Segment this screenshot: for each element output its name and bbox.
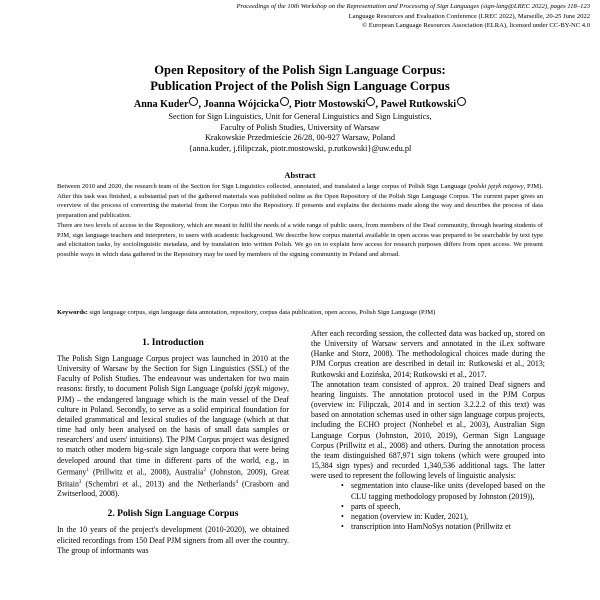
author-emails: {anna.kuder, j.filipczak, piotr.mostowski, p.rutkowski}@uw.edu.pl bbox=[188, 144, 412, 154]
keywords-text: sign language corpus, sign language data annotation, repository, corpus data publication, open access, Polish Sign Language (PJM) bbox=[87, 309, 436, 316]
footnote-marker[interactable]: 1 bbox=[86, 467, 89, 473]
header-line-3: © European Language Resources Association (ELRA), licensed under CC-BY-NC 4.0 bbox=[362, 22, 590, 29]
footnote-marker[interactable]: 4 bbox=[235, 479, 238, 485]
keywords bbox=[57, 308, 543, 318]
right-column bbox=[311, 329, 545, 532]
author-name: Piotr Mostowski bbox=[294, 99, 366, 110]
section-2-heading: 2. Polish Sign Language Corpus bbox=[107, 508, 239, 520]
body-text: The Polish Sign Language Corpus project was launched in 2010 at the University of Warsaw by the Section for Sign Linguistics (SSL) of the Faculty of Polish Studies. The endeavour was undertaken for two main reasons: firstly, to document Polish Sign Language ( bbox=[57, 354, 289, 394]
abstract-body bbox=[57, 182, 543, 260]
proceedings-header bbox=[120, 2, 590, 31]
orcid-icon[interactable] bbox=[366, 97, 375, 106]
list-item: • segmentation into clause-like units (developed based on the CLU tagging methodology proposed by Johnston (2019)), bbox=[351, 481, 545, 501]
abstract-italic-term: polski język migowy bbox=[470, 183, 524, 190]
keywords-label: Keywords: bbox=[57, 309, 88, 316]
body-text: (Prillwitz et al., 2008), Australia bbox=[88, 467, 204, 477]
footnote-marker[interactable]: 3 bbox=[78, 479, 82, 485]
abstract-heading: Abstract bbox=[284, 171, 316, 180]
body-text: (Crasborn and Zwitserlood, 2008). bbox=[57, 479, 289, 499]
title-line-1: Open Repository of the Polish Sign Language Corpus: bbox=[154, 63, 446, 77]
author-name: Joanna Wójcicka bbox=[203, 99, 279, 110]
affiliation bbox=[0, 112, 600, 155]
header-line-2: Language Resources and Evaluation Conference (LREC 2022), Marseille, 20-25 June 2022 bbox=[348, 12, 590, 20]
affiliation-line: Krakowskie Przedmieście 26/28, 00-927 Warsaw, Poland bbox=[204, 133, 396, 143]
body-text: (Schembri et al., 2013) and the Netherlands bbox=[81, 479, 236, 489]
paper-title bbox=[0, 62, 600, 94]
orcid-icon[interactable] bbox=[189, 97, 198, 106]
title-line-2: Publication Project of the Polish Sign Language Corpus bbox=[150, 79, 450, 93]
recording-paragraph: After each recording session, the collected data was backed up, stored on the University of Warsaw servers and annotated in the iLex software (Hanke and Storz, 2008). The methodological choices made during the PJM Corpus creation are described in detail in: Rutkowski et al., 2013; Rutkowski and Łozińska, 2014; Rutkowski et al., 2017. bbox=[311, 329, 545, 379]
abstract-paragraph-1 bbox=[57, 182, 543, 221]
list-item: • parts of speech, bbox=[351, 502, 545, 512]
author-name: Anna Kuder bbox=[133, 99, 189, 110]
footnote-marker[interactable]: 2 bbox=[203, 467, 207, 473]
introduction-heading: 1. Introduction bbox=[142, 337, 204, 348]
list-item: • negation (overview in: Kuder, 2021), bbox=[351, 512, 545, 522]
body-text: , PJM) – the endangered language which is the main vessel of the Deaf culture in Poland. Secondly, to serve as a solid empirical foundation for detailed grammatical and lexical studies of the language (which at that time had only been analysed on the basis of small data samples or researchers' and users' intuitions). The PJM Corpus project was designed to match other modern big-scale sign language corpora that were being developed around that time in different parts of the world, e.g., in Germany bbox=[57, 384, 289, 477]
header-line-1: Proceedings of the 10th Workshop on the Representation and Processing of Sign Languages (sign-lang@LREC 2022), pages 118–123 bbox=[236, 3, 590, 10]
author-name: Paweł Rutkowski bbox=[380, 99, 457, 110]
analysis-levels-list bbox=[311, 481, 545, 532]
abstract-text: Between 2010 and 2020, the research team of the Section for Sign Linguistics collected, annotated, and translated a large corpus of Polish Sign Language ( bbox=[57, 183, 471, 190]
introduction-paragraph bbox=[57, 354, 289, 499]
section-2-paragraph: In the 10 years of the project's development (2010-2020), we obtained elicited recordings from 150 Deaf PJM signers from all over the country. The group of informants was bbox=[57, 525, 289, 555]
affiliation-line: Section for Sign Linguistics, Unit for General Linguistics and Sign Linguistics, bbox=[168, 112, 432, 121]
abstract-text: , PJM). After this task was finished, a substantial part of the gathered materials was published online as the Open Repository of the Polish Sign Language Corpus. The current paper gives an overview of the process of converting the material from the Corpus into the Repository. If presents and explains the decisions made along the way and describes the process of data preparation and publication. bbox=[57, 183, 543, 220]
affiliation-line: Faculty of Polish Studies, University of Warsaw bbox=[220, 122, 380, 132]
left-column bbox=[57, 337, 289, 556]
abstract-paragraph-2: There are two levels of access to the Repository, which are meant to fulfil the needs of a wide range of public users, from members of the Deaf community, through hearing students of PJM, sign language teachers and interpreters, to users with academic background. We describe how corpus material available in open access was prepared to be searchable by text type and elicitation tasks, by sociolinguistic metadata, and by translation into written Polish. We go on to explain how access for research purposes differs from open access. We present possible ways in which data gathered in the Repository may be used by members of the signing community in Poland and abroad. bbox=[57, 221, 543, 258]
list-item: • transcription into HamNoSys notation (Prillwitz et bbox=[351, 522, 545, 532]
orcid-icon[interactable] bbox=[280, 97, 289, 106]
author-list: Anna Kuder , Joanna Wójcicka , Piotr Mostowski , Paweł Rutkowski bbox=[0, 97, 600, 111]
annotation-paragraph: The annotation team consisted of approx. 20 trained Deaf signers and hearing linguists. The annotation protocol used in the PJM Corpus (overview in: Filipczak, 2014 and in section 3.2.2.2 of this text) was based on annotation schemas used in other sign language corpus projects, including the ECHO project (Nonhebel et al., 2003), Australian Sign Language Corpus (Johnston, 2010, 2019), German Sign Language Corpus (Prillwitz et al., 2008) and others. During the annotation process the team distinguished 687,971 sign tokens (which were grouped into 15,384 sign types) and recorded 1,340,536 additional tags. The latter were used to represent the following levels of linguistic analysis: bbox=[311, 379, 545, 481]
italic-term: polski język migowy bbox=[223, 384, 288, 394]
orcid-icon[interactable] bbox=[457, 97, 466, 106]
body-text: (Johnston, 2009), Great Britain bbox=[57, 467, 290, 489]
